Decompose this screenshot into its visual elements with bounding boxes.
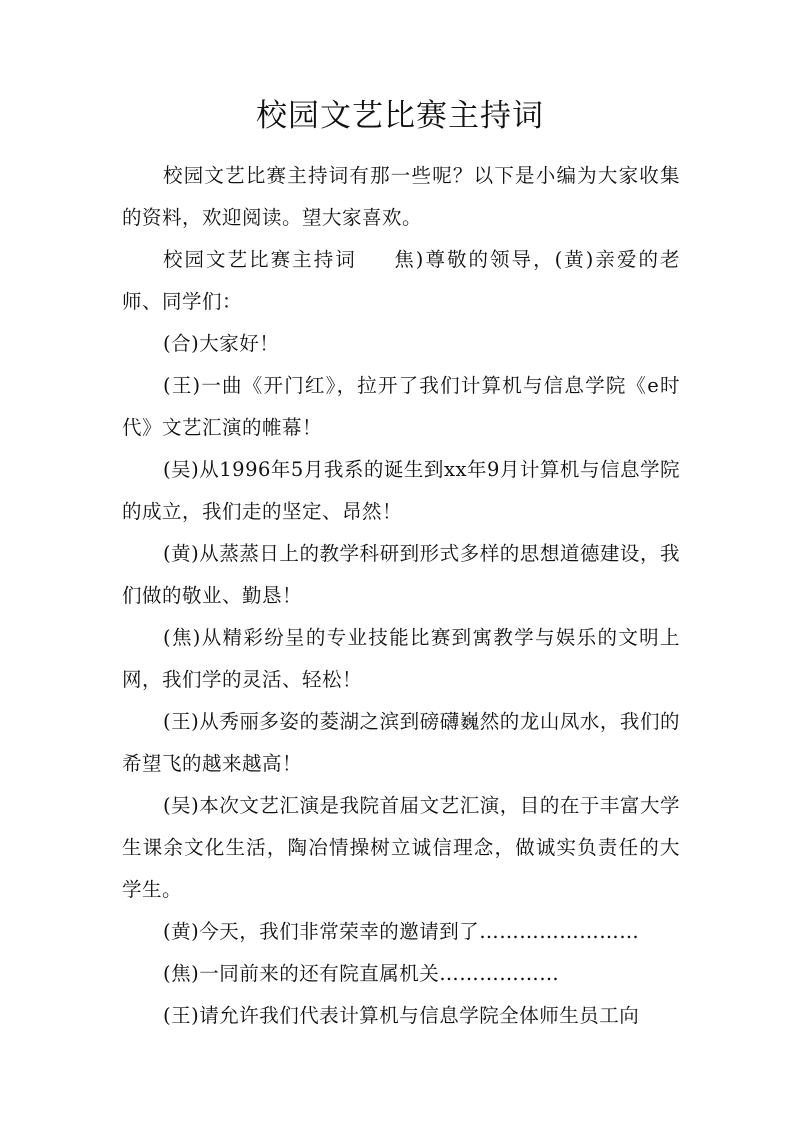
paragraph-together: (合)大家好！ — [163, 332, 280, 355]
greeting-jiao: 焦)尊敬的领导， — [392, 248, 555, 271]
paragraph-wang-1: (王)一曲《开门红》，拉开了我们计算机与信息学院《e时代》文艺汇演的帷幕！ — [122, 374, 680, 439]
paragraph-greeting — [122, 239, 680, 323]
paragraph-jiao-1: (焦)从精彩纷呈的专业技能比赛到寓教学与娱乐的文明上网，我们学的灵活、轻松！ — [122, 626, 680, 691]
paragraph-wang-3: (王)请允许我们代表计算机与信息学院全体师生员工向 — [163, 1004, 640, 1027]
document-title: 校园文艺比赛主持词 — [256, 98, 544, 134]
paragraph-wu-2: (吴)本次文艺汇演是我院首届文艺汇演，目的在于丰富大学生课余文化生活，陶冶情操树立诚信理念，做诚实负责任的大学生。 — [122, 794, 680, 901]
document-body — [122, 155, 680, 1037]
greeting-heading: 校园文艺比赛主持词 — [163, 248, 357, 271]
paragraph-wu-1: (吴)从1996年5月我系的诞生到xx年9月计算机与信息学院的成立，我们走的坚定、昂然！ — [122, 458, 680, 523]
paragraph-huang-2: (黄)今天，我们非常荣幸的邀请到了…………………… — [163, 920, 640, 943]
paragraph-intro: 校园文艺比赛主持词有那一些呢？以下是小编为大家收集的资料，欢迎阅读。望大家喜欢。 — [122, 164, 680, 229]
greeting-huang: (黄)亲爱的老师、同学们： — [122, 248, 680, 313]
paragraph-jiao-2: (焦)一同前来的还有院直属机关……………… — [163, 962, 560, 985]
paragraph-wang-2: (王)从秀丽多姿的菱湖之滨到磅礴巍然的龙山凤水，我们的希望飞的越来越高！ — [122, 710, 680, 775]
paragraph-huang-1: (黄)从蒸蒸日上的教学科研到形式多样的思想道德建设，我们做的敬业、勤恳！ — [122, 542, 680, 607]
